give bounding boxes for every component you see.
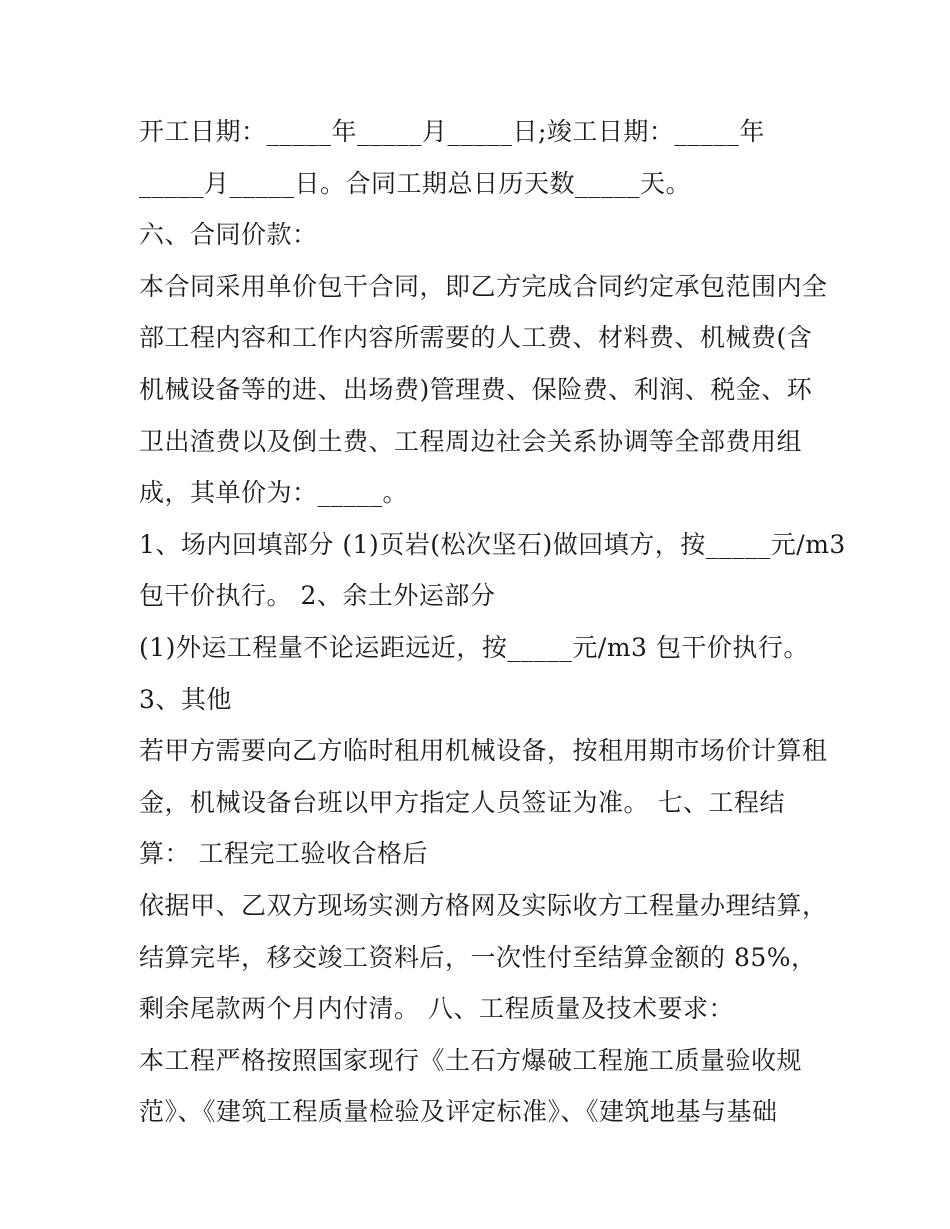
text-line-rental-2: 金，机械设备台班以甲方指定人员签证为准。 七、工程结	[139, 787, 785, 817]
text-line-settlement-3: 剩余尾款两个月内付清。 八、工程质量及技术要求：	[139, 994, 734, 1024]
subsection-heading-other: 3、其他	[139, 684, 232, 714]
text-line-settlement-2: 结算完毕，移交竣工资料后，一次性付至结算金额的 85%，	[139, 942, 817, 972]
text-line-quality-1: 本工程严格按照国家现行《土石方爆破工程施工质量验收规	[139, 1045, 803, 1075]
text-line-backfill-2: 包干价执行。 2、余土外运部分	[139, 581, 496, 611]
text-line-price-1: 本合同采用单价包干合同，即乙方完成合同约定承包范围内全	[139, 271, 828, 301]
text-line-rental-1: 若甲方需要向乙方临时租用机械设备，按租用期市场价计算租	[139, 736, 828, 766]
text-line-price-3: 机械设备等的进、出场费)管理费、保险费、利润、税金、环	[139, 374, 813, 404]
text-line-settlement-1: 依据甲、乙双方现场实测方格网及实际收方工程量办理结算，	[139, 890, 828, 920]
contract-text-body	[139, 106, 846, 1138]
text-line-start-end-dates: 开工日期：_____年_____月_____日;竣工日期：_____年	[139, 117, 765, 146]
text-line-price-4: 卫出渣费以及倒土费、工程周边社会关系协调等全部费用组	[139, 426, 803, 456]
section-heading-contract-price: 六、合同价款：	[139, 220, 318, 250]
text-line-total-days: _____月_____日。合同工期总日历天数_____天。	[139, 168, 692, 198]
text-line-backfill: 1、场内回填部分 (1)页岩(松次坚石)做回填方，按_____元/m3	[139, 529, 846, 559]
text-line-haulage: (1)外运工程量不论运距远近，按_____元/m3 包干价执行。	[139, 632, 809, 662]
text-line-settlement-heading: 算： 工程完工验收合格后	[139, 839, 428, 869]
text-line-unit-price: 成，其单价为：_____。	[139, 478, 409, 508]
text-line-price-2: 部工程内容和工作内容所需要的人工费、材料费、机械费(含	[139, 323, 813, 353]
text-line-quality-2: 范》、《建筑工程质量检验及评定标准》、《建筑地基与基础	[139, 1097, 778, 1127]
